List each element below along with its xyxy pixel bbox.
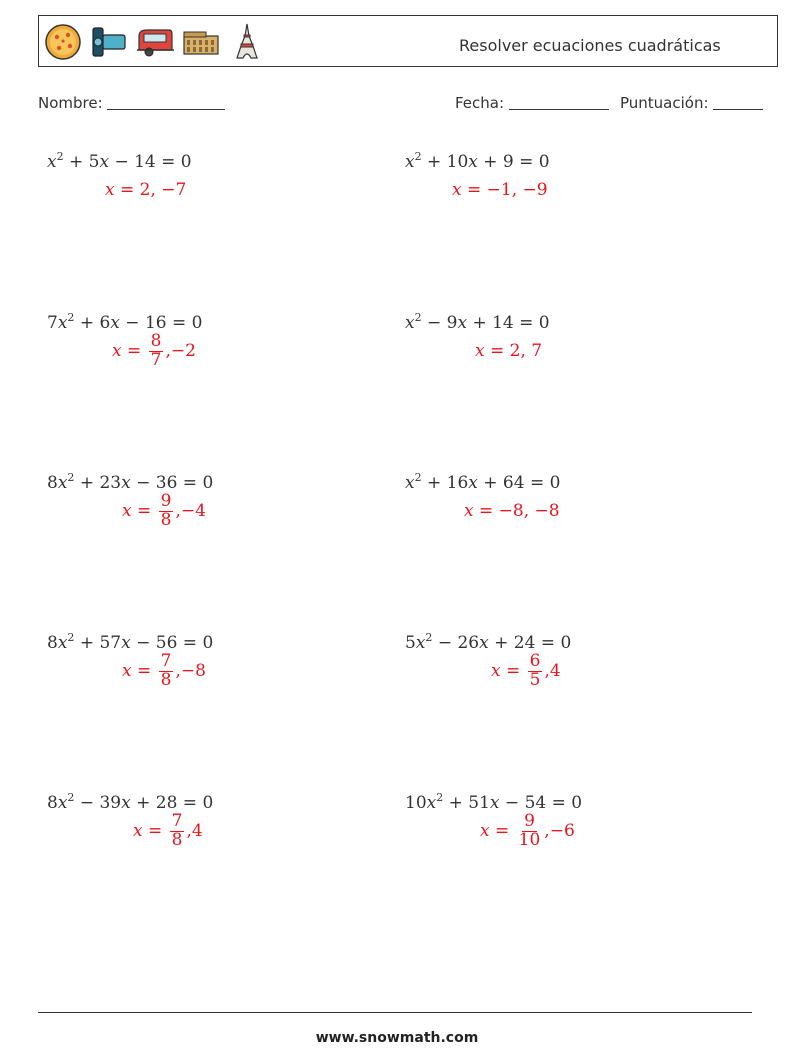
variable: x [468,473,478,493]
variable: x [426,793,437,813]
variable: x [415,633,426,653]
answer-variable: x [122,501,132,522]
problem-answer [122,493,206,530]
problem-answer [452,180,548,200]
coefficient-b: + 57 [74,633,122,653]
date-field [455,94,609,112]
fraction-numerator: 6 [529,651,541,671]
name-field [38,94,225,112]
coefficient-a: 8 [47,633,58,653]
coefficient-b: − 26 [432,633,480,653]
fraction-denominator: 8 [171,829,183,850]
variable: x [121,793,131,813]
answer-variable: x [122,661,132,682]
coefficient-b: + 16 [421,473,469,493]
camcorder-icon [89,22,129,62]
problem-answer [105,180,186,200]
variable: x [405,473,415,493]
exponent: 2 [67,471,75,484]
fraction-denominator: 7 [150,349,162,370]
date-blank [509,95,609,110]
constant-term: + 9 = 0 [477,152,550,172]
answer-second-root: ,−2 [165,341,196,362]
answer-values: = −8, −8 [473,501,560,521]
answer-variable: x [475,341,485,361]
answer-variable: x [464,501,474,521]
coefficient-b: − 39 [74,793,122,813]
coefficient-b: + 10 [421,152,469,172]
fraction-numerator: 7 [171,811,183,831]
score-blank [713,95,763,110]
coefficient-a: 10 [405,793,427,813]
problem-equation [405,471,560,493]
problem-equation [405,791,582,813]
answer-equals: = [142,821,168,842]
exponent: 2 [425,631,433,644]
constant-term: + 14 = 0 [467,313,550,333]
answer-second-root: ,−6 [544,821,575,842]
exponent: 2 [436,791,444,804]
problem-equation [405,311,550,333]
constant-term: + 24 = 0 [488,633,572,653]
name-blank [107,95,225,110]
coefficient-a: 8 [47,793,58,813]
score-label: Puntuación: [620,94,709,112]
answer-equals: = [131,661,157,682]
footer-divider [38,1012,752,1013]
variable: x [468,152,478,172]
constant-term: + 64 = 0 [477,473,561,493]
coefficient-a: 5 [405,633,416,653]
fraction-numerator: 7 [160,651,172,671]
date-label: Fecha: [455,94,505,112]
fraction-numerator: 9 [160,491,172,511]
variable: x [110,313,120,333]
answer-values: = −1, −9 [461,180,548,200]
fraction-numerator: 9 [524,811,535,831]
coefficient-a: 7 [47,313,58,333]
variable: x [99,152,110,172]
coefficient-b: + 5 [63,152,100,172]
problem-answer [480,813,575,850]
variable: x [57,473,68,493]
answer-second-root: ,4 [544,661,561,682]
variable: x [489,793,500,813]
exponent: 2 [56,150,64,163]
variable: x [57,633,68,653]
fraction-denominator: 8 [160,669,172,690]
problem-equation [47,311,202,333]
constant-term: + 28 = 0 [130,793,214,813]
answer-variable: x [491,661,501,682]
answer-variable: x [480,821,490,842]
answer-second-root: ,−4 [175,501,206,522]
answer-fraction [159,653,174,690]
variable: x [47,152,57,172]
variable: x [121,473,131,493]
variable: x [457,313,468,333]
constant-term: − 36 = 0 [130,473,214,493]
coefficient-b: − 9 [421,313,458,333]
problem-answer [475,341,542,361]
answer-equals: = [500,661,526,682]
answer-second-root: ,4 [186,821,203,842]
answer-fraction [528,653,543,690]
exponent: 2 [414,150,422,163]
answer-values: = 2, 7 [484,341,543,361]
answer-equals: = [489,821,515,842]
fraction-denominator: 10 [518,829,541,850]
problem-answer [491,653,561,690]
fraction-numerator: 8 [150,331,162,351]
answer-variable: x [105,180,115,200]
problem-answer [464,501,560,521]
problem-answer [122,653,206,690]
constant-term: − 56 = 0 [130,633,214,653]
exponent: 2 [67,791,75,804]
camper-trailer-icon [135,22,175,62]
coefficient-a: 8 [47,473,58,493]
answer-equals: = [121,341,147,362]
pizza-icon [43,22,83,62]
coefficient-b: + 51 [443,793,490,813]
worksheet-title: Resolver ecuaciones cuadráticas [459,36,721,55]
problem-equation [47,471,213,493]
answer-equals: = [131,501,157,522]
problem-equation [47,631,213,653]
variable: x [405,313,415,333]
coefficient-b: + 6 [74,313,111,333]
colosseum-icon [181,22,221,62]
exponent: 2 [414,311,422,324]
header-icons [43,22,267,62]
worksheet-header [38,15,778,67]
constant-term: − 54 = 0 [499,793,583,813]
variable: x [121,633,131,653]
answer-variable: x [452,180,462,200]
exponent: 2 [67,631,75,644]
problem-equation [405,631,571,653]
constant-term: − 16 = 0 [119,313,203,333]
answer-values: = 2, −7 [114,180,187,200]
fraction-denominator: 5 [529,669,541,690]
problem-equation [47,150,192,172]
score-field [620,94,763,112]
answer-variable: x [133,821,143,842]
answer-second-root: ,−8 [175,661,206,682]
problem-equation [47,791,213,813]
footer-url: www.snowmath.com [315,1030,479,1046]
variable: x [405,152,415,172]
name-label: Nombre: [38,94,103,112]
constant-term: − 14 = 0 [109,152,192,172]
exponent: 2 [414,471,422,484]
variable: x [479,633,489,653]
answer-fraction [517,813,543,850]
problem-answer [112,333,196,370]
answer-variable: x [112,341,122,362]
variable: x [57,793,68,813]
problem-answer [133,813,203,850]
answer-fraction [170,813,185,850]
answer-fraction [159,493,174,530]
problem-equation [405,150,550,172]
answer-fraction [149,333,164,370]
exponent: 2 [67,311,75,324]
variable: x [57,313,68,333]
fraction-denominator: 8 [160,509,172,530]
eiffel-tower-icon [227,22,267,62]
coefficient-b: + 23 [74,473,122,493]
